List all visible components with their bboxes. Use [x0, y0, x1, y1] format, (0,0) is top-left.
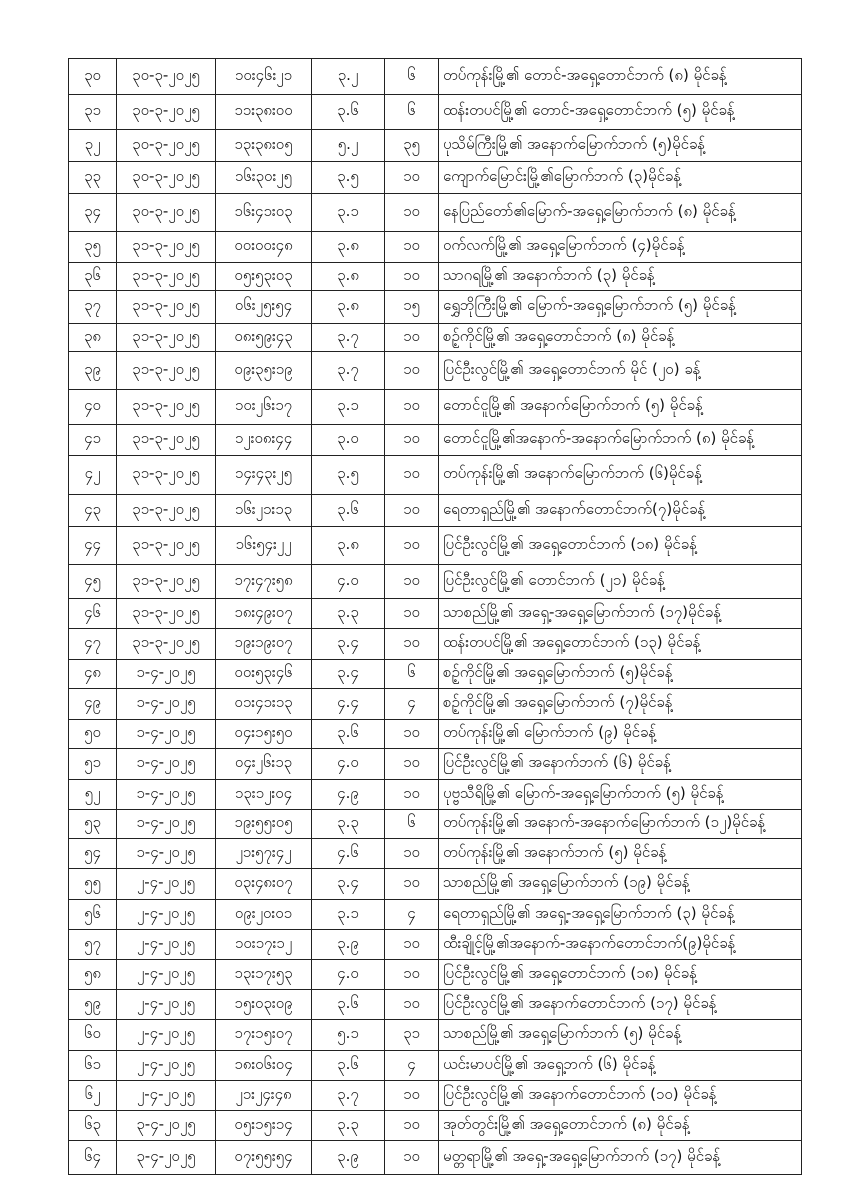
table-row — [69, 495, 802, 527]
row-number-cell: ၅၁ — [69, 749, 117, 780]
row-number-cell: ၄၇ — [69, 629, 117, 660]
table-row — [69, 839, 802, 869]
time-cell: ၀၁း၄၁း၁၃ — [216, 689, 312, 720]
depth-cell: ၁၀ — [385, 324, 439, 352]
table-row — [69, 689, 802, 720]
time-cell: ၀၉း၂၀း၀၁ — [216, 900, 312, 930]
row-number-cell: ၃၂ — [69, 130, 117, 162]
date-cell: ၂-၄-၂၀၂၅ — [117, 1020, 216, 1051]
date-cell: ၂-၄-၂၀၂၅ — [117, 930, 216, 960]
table-row — [69, 425, 802, 456]
table-row — [69, 263, 802, 291]
depth-cell: ၁၀ — [385, 352, 439, 390]
depth-cell: ၁၀ — [385, 495, 439, 527]
magnitude-cell: ၃.၅ — [312, 162, 385, 194]
row-number-cell: ၅၉ — [69, 990, 117, 1020]
location-cell: ထန်းတပင်မြို့၏ အရှေ့တောင်ဘက် (၁၃) မိုင်ခန့် — [439, 629, 802, 660]
table-row — [69, 869, 802, 900]
depth-cell: ၄ — [385, 1051, 439, 1081]
location-cell: ပြင်ဦးလွင်မြို့၏ အရှေ့တောင်ဘက် မိုင် (၂၀) ခန့် — [439, 352, 802, 390]
time-cell: ၀၅း၁၅း၁၄ — [216, 1111, 312, 1141]
magnitude-cell: ၃.၆ — [312, 990, 385, 1020]
table-row — [69, 1141, 802, 1175]
table-row — [69, 565, 802, 599]
location-cell: တပ်ကုန်းမြို့၏ အနောက်မြောက်ဘက် (၆)မိုင်ခန့် — [439, 456, 802, 495]
table-row — [69, 990, 802, 1020]
date-cell: ၃၁-၃-၂၀၂၅ — [117, 324, 216, 352]
date-cell: ၃၁-၃-၂၀၂၅ — [117, 232, 216, 263]
row-number-cell: ၃၃ — [69, 162, 117, 194]
table-row — [69, 599, 802, 629]
table-row — [69, 1051, 802, 1081]
location-cell: ပြင်ဦးလွင်မြို့၏ အနောက်ဘက် (၆) မိုင်ခန့် — [439, 749, 802, 780]
row-number-cell: ၅၈ — [69, 960, 117, 990]
time-cell: ၁၉း၁၉း၀၇ — [216, 629, 312, 660]
date-cell: ၃၁-၃-၂၀၂၅ — [117, 263, 216, 291]
magnitude-cell: ၃.၇ — [312, 1081, 385, 1111]
magnitude-cell: ၃.၆ — [312, 495, 385, 527]
table-row — [69, 629, 802, 660]
date-cell: ၃-၄-၂၀၂၅ — [117, 1141, 216, 1175]
row-number-cell: ၄၂ — [69, 456, 117, 495]
time-cell: ၁၃း၁၇း၅၃ — [216, 960, 312, 990]
time-cell: ၁၇း၁၅း၀၇ — [216, 1020, 312, 1051]
row-number-cell: ၅၇ — [69, 930, 117, 960]
row-number-cell: ၅၀ — [69, 720, 117, 749]
date-cell: ၃၁-၃-၂၀၂၅ — [117, 527, 216, 565]
location-cell: ရေတာရှည်မြို့၏ အနောက်တောင်ဘက်(၇)မိုင်ခန့် — [439, 495, 802, 527]
row-number-cell: ၅၂ — [69, 780, 117, 810]
location-cell: ပုဗ္ဗသီရိမြို့၏ မြောက်-အရှေ့မြောက်ဘက် (၅) မိုင်ခန့် — [439, 780, 802, 810]
magnitude-cell: ၃.၃ — [312, 599, 385, 629]
table-row — [69, 810, 802, 839]
date-cell: ၂-၄-၂၀၂၅ — [117, 1081, 216, 1111]
depth-cell: ၁၀ — [385, 194, 439, 232]
magnitude-cell: ၄.၉ — [312, 780, 385, 810]
location-cell: တပ်ကုန်းမြို့၏ အနောက်ဘက် (၅) မိုင်ခန့် — [439, 839, 802, 869]
magnitude-cell: ၄.၀ — [312, 565, 385, 599]
date-cell: ၂-၄-၂၀၂၅ — [117, 900, 216, 930]
time-cell: ၁၆း၃၀း၂၅ — [216, 162, 312, 194]
table-row — [69, 456, 802, 495]
magnitude-cell: ၄.၄ — [312, 689, 385, 720]
depth-cell: ၁၀ — [385, 527, 439, 565]
depth-cell: ၁၀ — [385, 839, 439, 869]
location-cell: စဉ့်ကိုင်မြို့၏ အရှေ့မြောက်ဘက် (၇)မိုင်ခန့် — [439, 689, 802, 720]
depth-cell: ၁၀ — [385, 456, 439, 495]
magnitude-cell: ၃.၈ — [312, 232, 385, 263]
depth-cell: ၁၀ — [385, 263, 439, 291]
date-cell: ၃၁-၃-၂၀၂၅ — [117, 495, 216, 527]
time-cell: ၁၇း၄၇း၅၈ — [216, 565, 312, 599]
magnitude-cell: ၃.၈ — [312, 527, 385, 565]
table-row — [69, 900, 802, 930]
magnitude-cell: ၃.၁ — [312, 194, 385, 232]
depth-cell: ၁၀ — [385, 960, 439, 990]
date-cell: ၁-၄-၂၀၂၅ — [117, 720, 216, 749]
location-cell: ပုသိမ်ကြီးမြို့၏ အနောက်မြောက်ဘက် (၅)မိုင်ခန့် — [439, 130, 802, 162]
table-row — [69, 960, 802, 990]
table-body — [69, 59, 802, 1175]
time-cell: ၁၆း၅၄း၂၂ — [216, 527, 312, 565]
location-cell: ပြင်ဦးလွင်မြို့၏ အရှေ့တောင်ဘက် (၁၈) မိုင်ခန့် — [439, 527, 802, 565]
depth-cell: ၁၀ — [385, 720, 439, 749]
time-cell: ၁၄း၄၃း၂၅ — [216, 456, 312, 495]
depth-cell: ၁၀ — [385, 990, 439, 1020]
date-cell: ၁-၄-၂၀၂၅ — [117, 810, 216, 839]
location-cell: ရွှေဘိုကြီးမြို့၏ မြောက်-အရှေ့မြောက်ဘက် (၅) မိုင်ခန့် — [439, 291, 802, 324]
location-cell: တောင်ငူမြို့၏ အနောက်မြောက်ဘက် (၅) မိုင်ခန့် — [439, 390, 802, 425]
time-cell: ၂၁း၂၄း၄၈ — [216, 1081, 312, 1111]
time-cell: ၁၀း၂၆း၁၇ — [216, 390, 312, 425]
depth-cell: ၁၀ — [385, 780, 439, 810]
row-number-cell: ၃၆ — [69, 263, 117, 291]
magnitude-cell: ၄.၀ — [312, 960, 385, 990]
time-cell: ၁၀း၄၆း၂၁ — [216, 59, 312, 95]
time-cell: ၀၃း၄၈း၀၇ — [216, 869, 312, 900]
magnitude-cell: ၃.၆ — [312, 1051, 385, 1081]
row-number-cell: ၄၈ — [69, 660, 117, 689]
date-cell: ၂-၄-၂၀၂၅ — [117, 1051, 216, 1081]
location-cell: တပ်ကုန်းမြို့၏ တောင်-အရှေ့တောင်ဘက် (၈) မိုင်ခန့် — [439, 59, 802, 95]
table-row — [69, 95, 802, 130]
date-cell: ၃၁-၃-၂၀၂၅ — [117, 456, 216, 495]
depth-cell: ၁၀ — [385, 1081, 439, 1111]
depth-cell: ၁၀ — [385, 232, 439, 263]
date-cell: ၃၀-၃-၂၀၂၅ — [117, 59, 216, 95]
depth-cell: ၁၀ — [385, 749, 439, 780]
depth-cell: ၁၀ — [385, 425, 439, 456]
location-cell: သာစည်မြို့၏ အရှေ့-အရှေ့မြောက်ဘက် (၁၇)မိုင်ခန့် — [439, 599, 802, 629]
time-cell: ၀၀း၅၃း၄၆ — [216, 660, 312, 689]
row-number-cell: ၆၂ — [69, 1081, 117, 1111]
time-cell: ၁၆း၄၁း၀၃ — [216, 194, 312, 232]
location-cell: ပြင်ဦးလွင်မြို့၏ အရှေ့တောင်ဘက် (၁၈) မိုင်ခန့် — [439, 960, 802, 990]
table-row — [69, 59, 802, 95]
location-cell: အုတ်တွင်းမြို့၏ အရှေ့တောင်ဘက် (၈) မိုင်ခန့် — [439, 1111, 802, 1141]
location-cell: နေပြည်တော်၏မြောက်-အရှေ့မြောက်ဘက် (၈) မိုင်ခန့် — [439, 194, 802, 232]
row-number-cell: ၃၈ — [69, 324, 117, 352]
location-cell: စဉ့်ကိုင်မြို့၏ အရှေ့တောင်ဘက် (၈) မိုင်ခန့် — [439, 324, 802, 352]
time-cell: ၀၅း၅၃း၀၃ — [216, 263, 312, 291]
time-cell: ၁၉း၅၅း၀၅ — [216, 810, 312, 839]
earthquake-table — [68, 58, 802, 1175]
table-row — [69, 352, 802, 390]
magnitude-cell: ၅.၁ — [312, 1020, 385, 1051]
magnitude-cell: ၃.၈ — [312, 291, 385, 324]
magnitude-cell: ၃.၀ — [312, 425, 385, 456]
magnitude-cell: ၃.၄ — [312, 869, 385, 900]
row-number-cell: ၃၅ — [69, 232, 117, 263]
location-cell: တပ်ကုန်းမြို့၏ မြောက်ဘက် (၉) မိုင်ခန့် — [439, 720, 802, 749]
time-cell: ၁၅း၀၃း၀၉ — [216, 990, 312, 1020]
time-cell: ၀၇း၅၅း၅၄ — [216, 1141, 312, 1175]
time-cell: ၀၄း၂၆း၁၃ — [216, 749, 312, 780]
location-cell: ယင်းမာပင်မြို့၏ အရှေ့ဘက် (၆) မိုင်ခန့် — [439, 1051, 802, 1081]
location-cell: သာဂရမြို့၏ အနောက်ဘက် (၃) မိုင်ခန့် — [439, 263, 802, 291]
row-number-cell: ၄၆ — [69, 599, 117, 629]
row-number-cell: ၃၇ — [69, 291, 117, 324]
location-cell: သာစည်မြို့၏ အရှေ့မြောက်ဘက် (၅) မိုင်ခန့် — [439, 1020, 802, 1051]
date-cell: ၁-၄-၂၀၂၅ — [117, 689, 216, 720]
depth-cell: ၁၀ — [385, 869, 439, 900]
depth-cell: ၄ — [385, 900, 439, 930]
row-number-cell: ၄၁ — [69, 425, 117, 456]
table-row — [69, 1020, 802, 1051]
location-cell: တပ်ကုန်းမြို့၏ အနောက်-အနောက်မြောက်ဘက် (၁၂)မိုင်ခန့် — [439, 810, 802, 839]
row-number-cell: ၆၃ — [69, 1111, 117, 1141]
date-cell: ၃၀-၃-၂၀၂၅ — [117, 162, 216, 194]
depth-cell: ၁၀ — [385, 390, 439, 425]
location-cell: ရေတာရှည်မြို့၏ အရှေ့-အရှေ့မြောက်ဘက် (၃) မိုင်ခန့် — [439, 900, 802, 930]
time-cell: ၀၀း၀၀း၄၈ — [216, 232, 312, 263]
depth-cell: ၁၀ — [385, 162, 439, 194]
location-cell: မတ္တရာမြို့၏ အရှေ့-အရှေ့မြောက်ဘက် (၁၇) မိုင်ခန့် — [439, 1141, 802, 1175]
time-cell: ၀၈း၅၉း၄၃ — [216, 324, 312, 352]
date-cell: ၃၀-၃-၂၀၂၅ — [117, 194, 216, 232]
depth-cell: ၁၀ — [385, 565, 439, 599]
row-number-cell: ၄၀ — [69, 390, 117, 425]
table-row — [69, 162, 802, 194]
row-number-cell: ၄၅ — [69, 565, 117, 599]
date-cell: ၃၁-၃-၂၀၂၅ — [117, 425, 216, 456]
depth-cell: ၁၀ — [385, 1111, 439, 1141]
row-number-cell: ၃၁ — [69, 95, 117, 130]
time-cell: ၀၆း၂၅း၅၄ — [216, 291, 312, 324]
row-number-cell: ၃၉ — [69, 352, 117, 390]
depth-cell: ၃၅ — [385, 130, 439, 162]
magnitude-cell: ၅.၂ — [312, 130, 385, 162]
magnitude-cell: ၃.၄ — [312, 660, 385, 689]
depth-cell: ၆ — [385, 810, 439, 839]
date-cell: ၁-၄-၂၀၂၅ — [117, 839, 216, 869]
time-cell: ၀၄း၁၅း၅၀ — [216, 720, 312, 749]
magnitude-cell: ၃.၆ — [312, 95, 385, 130]
magnitude-cell: ၃.၂ — [312, 59, 385, 95]
magnitude-cell: ၃.၉ — [312, 930, 385, 960]
date-cell: ၁-၄-၂၀၂၅ — [117, 660, 216, 689]
table-row — [69, 720, 802, 749]
magnitude-cell: ၃.၈ — [312, 263, 385, 291]
row-number-cell: ၆၄ — [69, 1141, 117, 1175]
location-cell: တောင်ငူမြို့၏အနောက်-အနောက်မြောက်ဘက် (၈) မိုင်ခန့် — [439, 425, 802, 456]
location-cell: ထီးချိုင့်မြို့၏အနောက်-အနောက်တောင်ဘက်(၉)မိုင်ခန့် — [439, 930, 802, 960]
table-row — [69, 390, 802, 425]
time-cell: ၂၁း၅၇း၄၂ — [216, 839, 312, 869]
row-number-cell: ၃၄ — [69, 194, 117, 232]
table-row — [69, 291, 802, 324]
date-cell: ၂-၄-၂၀၂၅ — [117, 869, 216, 900]
depth-cell: ၆ — [385, 95, 439, 130]
magnitude-cell: ၄.၆ — [312, 839, 385, 869]
date-cell: ၃၁-၃-၂၀၂၅ — [117, 352, 216, 390]
magnitude-cell: ၃.၉ — [312, 1141, 385, 1175]
magnitude-cell: ၃.၃ — [312, 1111, 385, 1141]
time-cell: ၁၈း၀၆း၀၄ — [216, 1051, 312, 1081]
date-cell: ၃၀-၃-၂၀၂၅ — [117, 130, 216, 162]
location-cell: ပြင်ဦးလွင်မြို့၏ တောင်ဘက် (၂၁) မိုင်ခန့် — [439, 565, 802, 599]
table-row — [69, 1081, 802, 1111]
date-cell: ၃၁-၃-၂၀၂၅ — [117, 599, 216, 629]
row-number-cell: ၄၃ — [69, 495, 117, 527]
magnitude-cell: ၃.၁ — [312, 390, 385, 425]
time-cell: ၀၉း၃၅း၁၉ — [216, 352, 312, 390]
time-cell: ၁၂း၀၈း၄၄ — [216, 425, 312, 456]
table-row — [69, 130, 802, 162]
date-cell: ၃၁-၃-၂၀၂၅ — [117, 291, 216, 324]
date-cell: ၃၁-၃-၂၀၂၅ — [117, 629, 216, 660]
location-cell: ပြင်ဦးလွင်မြို့၏ အနောက်တောင်ဘက် (၁၀) မိုင်ခန့် — [439, 1081, 802, 1111]
table-row — [69, 749, 802, 780]
date-cell: ၃-၄-၂၀၂၅ — [117, 1111, 216, 1141]
time-cell: ၁၈း၄၉း၀၇ — [216, 599, 312, 629]
magnitude-cell: ၃.၃ — [312, 810, 385, 839]
time-cell: ၁၆း၂၁း၁၃ — [216, 495, 312, 527]
depth-cell: ၁၀ — [385, 930, 439, 960]
depth-cell: ၆ — [385, 59, 439, 95]
row-number-cell: ၆၁ — [69, 1051, 117, 1081]
table-row — [69, 324, 802, 352]
depth-cell: ၁၀ — [385, 1141, 439, 1175]
location-cell: ဝက်လက်မြို့၏ အရှေ့မြောက်ဘက် (၄)မိုင်ခန့် — [439, 232, 802, 263]
row-number-cell: ၆၀ — [69, 1020, 117, 1051]
date-cell: ၁-၄-၂၀၂၅ — [117, 749, 216, 780]
depth-cell: ၆ — [385, 660, 439, 689]
row-number-cell: ၅၃ — [69, 810, 117, 839]
date-cell: ၃၀-၃-၂၀၂၅ — [117, 95, 216, 130]
depth-cell: ၁၅ — [385, 291, 439, 324]
row-number-cell: ၄၄ — [69, 527, 117, 565]
table-row — [69, 1111, 802, 1141]
location-cell: စဉ့်ကိုင်မြို့၏ အရှေ့မြောက်ဘက် (၅)မိုင်ခန့် — [439, 660, 802, 689]
date-cell: ၃၁-၃-၂၀၂၅ — [117, 565, 216, 599]
table-row — [69, 232, 802, 263]
time-cell: ၁၀း၁၇း၁၂ — [216, 930, 312, 960]
location-cell: ပြင်ဦးလွင်မြို့၏ အနောက်တောင်ဘက် (၁၇) မိုင်ခန့် — [439, 990, 802, 1020]
magnitude-cell: ၄.၀ — [312, 749, 385, 780]
depth-cell: ၄ — [385, 689, 439, 720]
time-cell: ၁၃း၃၈း၀၅ — [216, 130, 312, 162]
table-row — [69, 660, 802, 689]
table-row — [69, 527, 802, 565]
row-number-cell: ၅၅ — [69, 869, 117, 900]
table-row — [69, 194, 802, 232]
table-row — [69, 930, 802, 960]
date-cell: ၁-၄-၂၀၂၅ — [117, 780, 216, 810]
date-cell: ၂-၄-၂၀၂၅ — [117, 990, 216, 1020]
time-cell: ၁၃း၁၂း၀၄ — [216, 780, 312, 810]
row-number-cell: ၃၀ — [69, 59, 117, 95]
row-number-cell: ၅၆ — [69, 900, 117, 930]
location-cell: ထန်းတပင်မြို့၏ တောင်-အရှေ့တောင်ဘက် (၅) မိုင်ခန့် — [439, 95, 802, 130]
location-cell: ကျောက်မြောင်းမြို့၏မြောက်ဘက် (၃)မိုင်ခန့် — [439, 162, 802, 194]
table-row — [69, 780, 802, 810]
depth-cell: ၃၁ — [385, 1020, 439, 1051]
magnitude-cell: ၃.၇ — [312, 324, 385, 352]
depth-cell: ၁၀ — [385, 599, 439, 629]
date-cell: ၂-၄-၂၀၂၅ — [117, 960, 216, 990]
time-cell: ၁၁း၃၈း၀၀ — [216, 95, 312, 130]
date-cell: ၃၁-၃-၂၀၂၅ — [117, 390, 216, 425]
location-cell: သာစည်မြို့၏ အရှေ့မြောက်ဘက် (၁၉) မိုင်ခန့် — [439, 869, 802, 900]
magnitude-cell: ၃.၅ — [312, 456, 385, 495]
magnitude-cell: ၃.၄ — [312, 629, 385, 660]
magnitude-cell: ၃.၁ — [312, 900, 385, 930]
depth-cell: ၁၀ — [385, 629, 439, 660]
magnitude-cell: ၃.၇ — [312, 352, 385, 390]
magnitude-cell: ၃.၆ — [312, 720, 385, 749]
row-number-cell: ၅၄ — [69, 839, 117, 869]
row-number-cell: ၄၉ — [69, 689, 117, 720]
